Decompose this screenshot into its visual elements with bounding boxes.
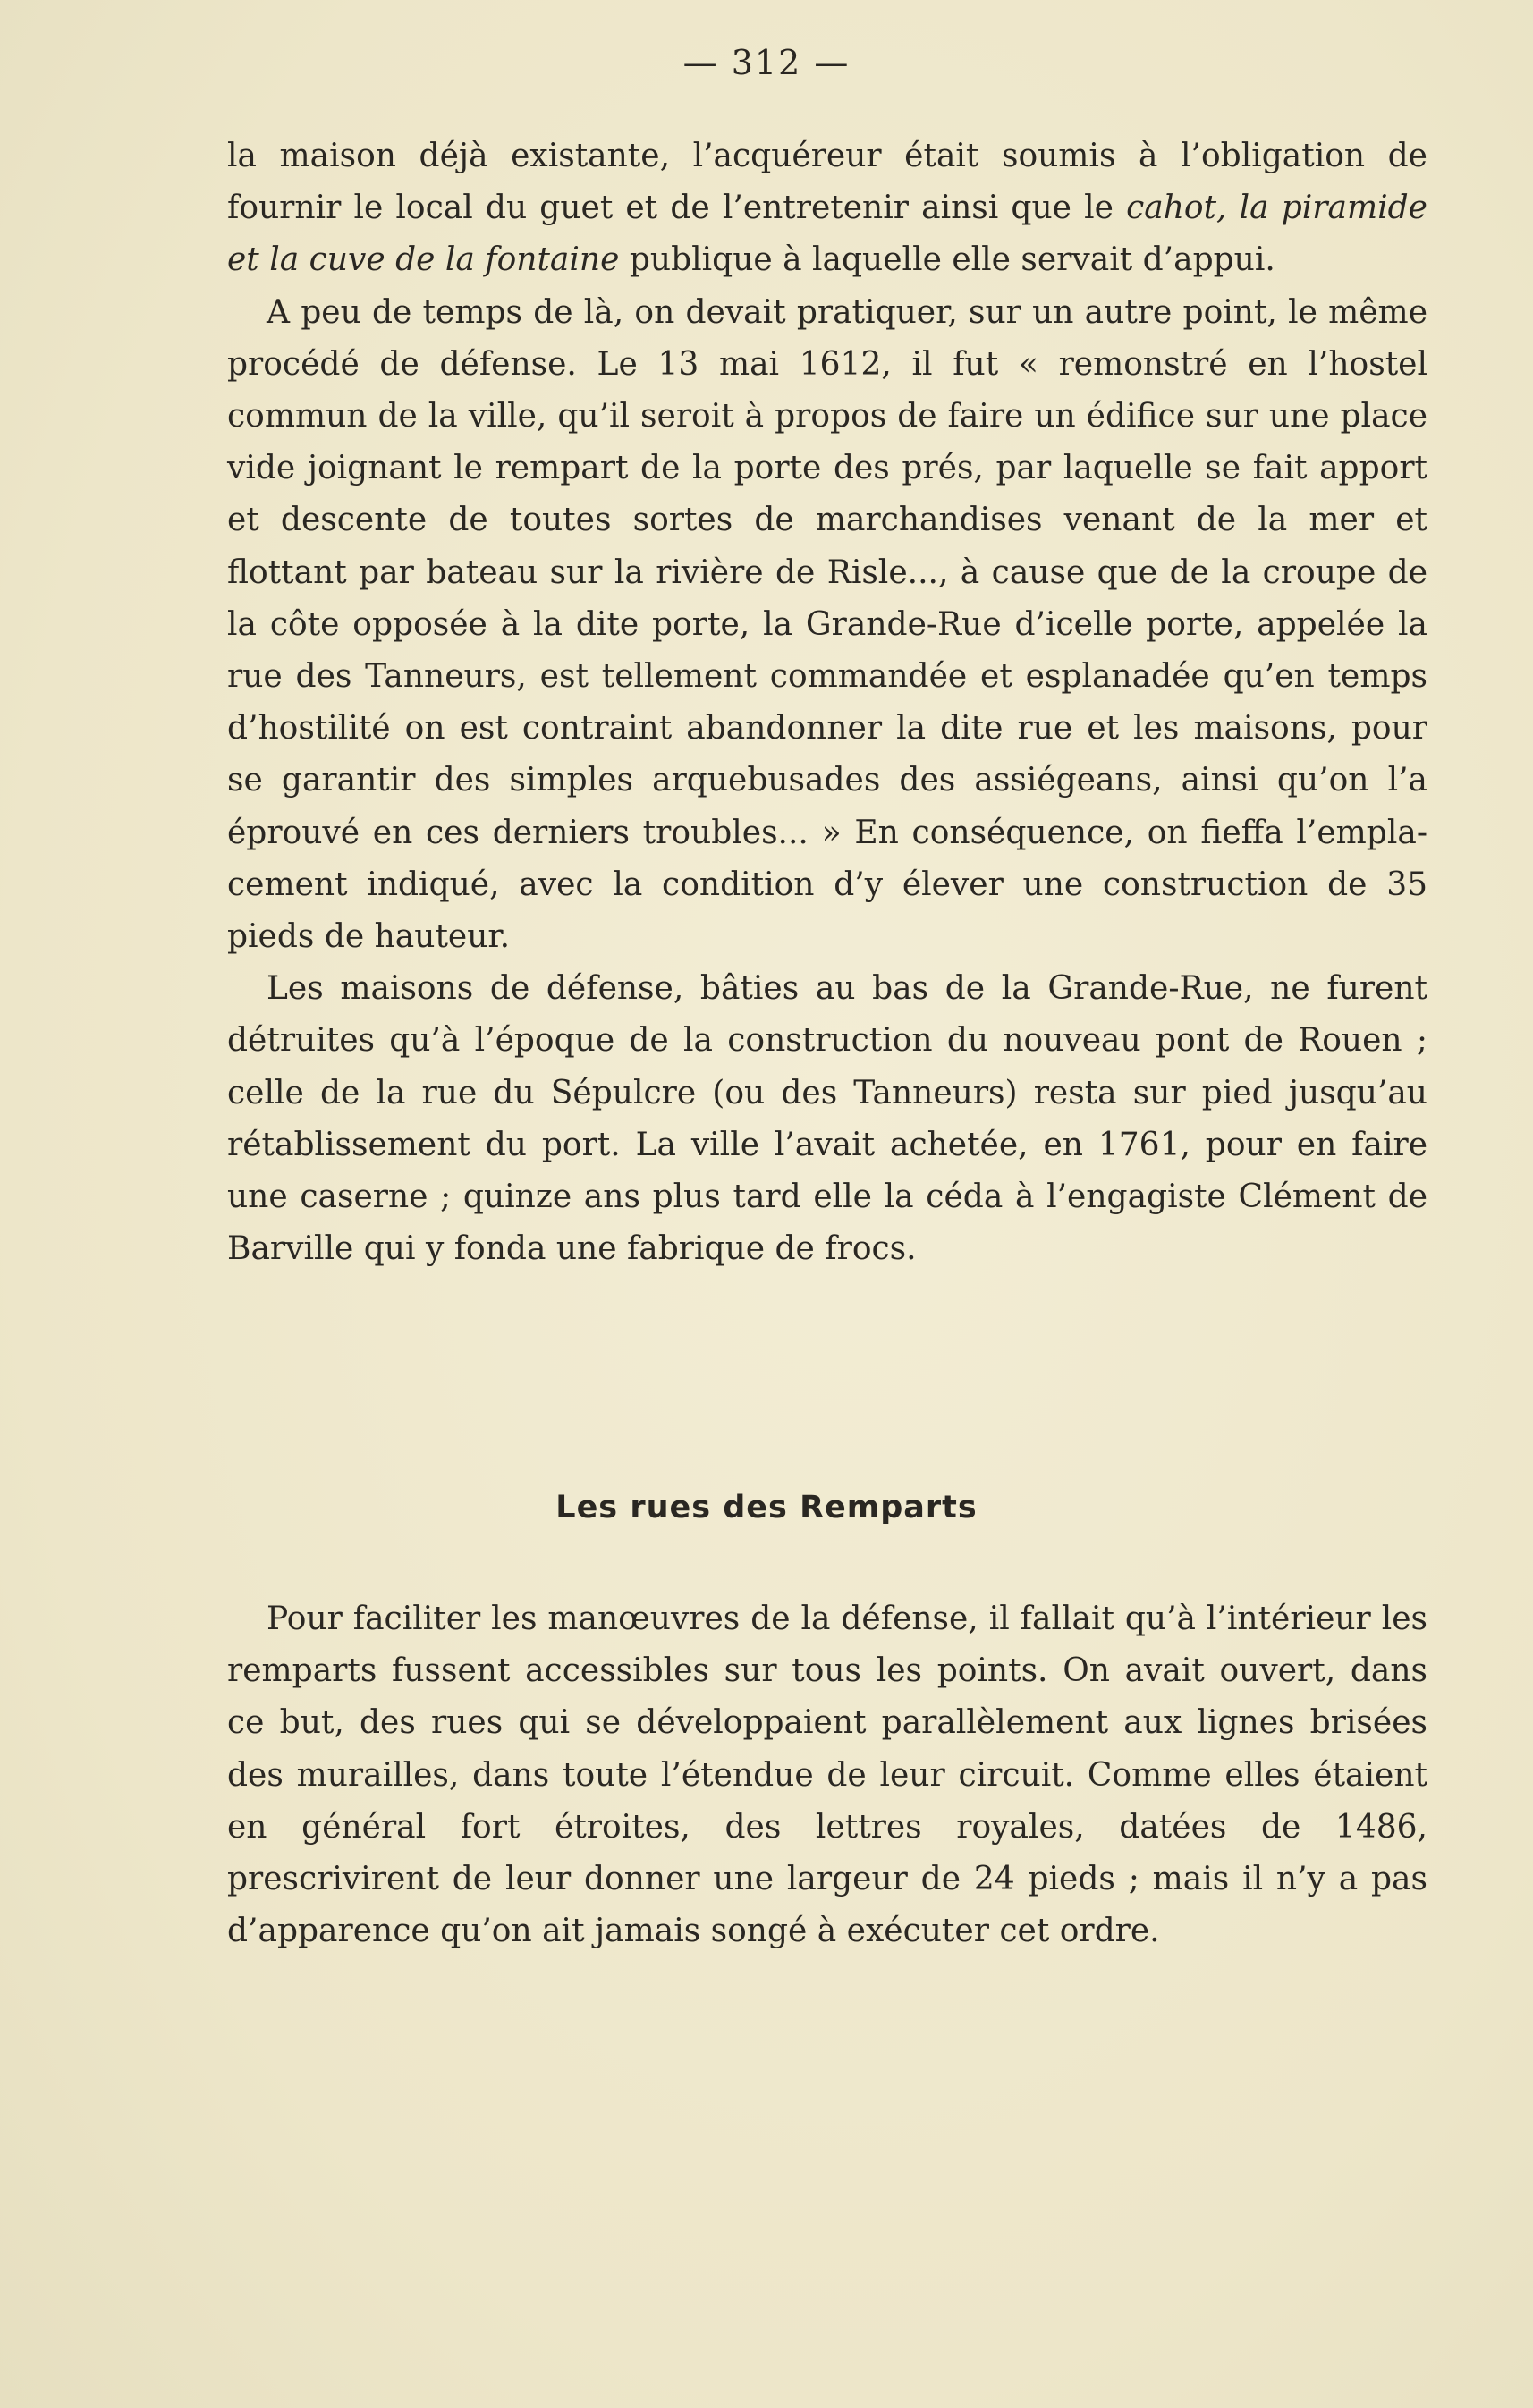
page-number: — 312 — [682, 43, 851, 82]
text-segment: la maison déjà existante, l’acquéreur était soumis à l’obligation de fournir le local du guet et de l’entretenir ainsi que le [227, 138, 1427, 227]
paragraph [227, 287, 1427, 964]
top-text-block [227, 131, 1427, 1275]
text-segment: A peu de temps de là, on devait pratiquer, sur un autre point, le même procédé de défense. Le 13 mai 1612, il fut « remonstré en l’hostel commun de la ville, qu’il seroit à propos de faire un édifice sur une place vide joignant le rempart de la porte des prés, par laquelle se fait apport et descente de toutes sortes de marchandises venant de la mer et flottant par bateau sur la rivière de Risle..., à cause que de la croupe de la côte opposée à la dite porte, la Grande-Rue d’icelle porte, appelée la rue des Tanneurs, est tellement commandée et esplanadée qu’en temps d’hostilité on est contraint abandonner la dite rue et les maisons, pour se garantir des simples arquebusades des assiégeans, ainsi qu’on l’a éprouvé en ces derniers troubles... » En conséquence, on fieffa l’emplacement indiqué, avec la condition d’y élever une construction de 35 pieds de hauteur. [227, 293, 1427, 956]
paragraph [227, 1593, 1427, 1957]
text-segment: Les maisons de défense, bâties au bas de la Grande-Rue, ne furent détruites qu’à l’époque de la construction du nouveau pont de Rouen ; celle de la rue du Sépulcre (ou des Tanneurs) resta sur pied jusqu’au rétablissement du port. La ville l’avait achetée, en 1761, pour en faire une caserne ; quinze ans plus tard elle la céda à l’engagiste Clément de Barville qui y fonda une fabrique de frocs. [227, 970, 1427, 1268]
text-segment: Pour faciliter les manœuvres de la défense, il fallait qu’à l’intérieur les remparts fussent accessibles sur tous les points. On avait ouvert, dans ce but, des rues qui se développaient parallèlement aux lignes brisées des murailles, dans toute l’étendue de leur circuit. Comme elles étaient en général fort étroites, des lettres royales, datées de 1486, prescrivirent de leur donner une largeur de 24 pieds ; mais il n’y a pas d’apparence qu’on ait jamais songé à exécuter cet ordre. [227, 1601, 1427, 1950]
paragraph [227, 131, 1427, 287]
section-heading: Les rues des Remparts [555, 1490, 978, 1525]
text-segment: publique à laquelle elle servait d’appui. [619, 241, 1275, 279]
bottom-text-block [227, 1593, 1427, 1957]
paragraph [227, 963, 1427, 1275]
italic-text: cahot, la piramide et la cuve de la fontaine [227, 190, 1427, 279]
